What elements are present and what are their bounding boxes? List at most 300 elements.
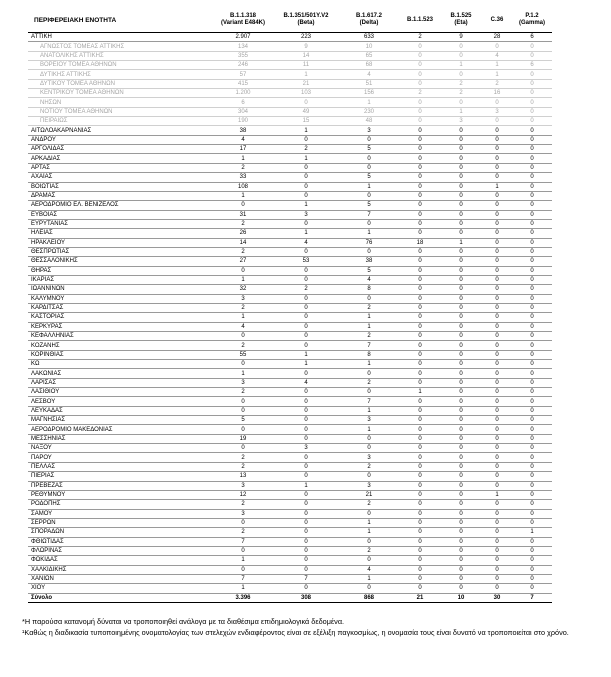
count-cell: 1 — [338, 313, 400, 322]
table-total-row — [28, 593, 552, 602]
region-name-cell: ΝΗΣΩΝ — [28, 98, 212, 107]
count-cell: 1 — [338, 229, 400, 238]
count-cell: 0 — [274, 98, 338, 107]
count-cell: 0 — [482, 556, 512, 565]
count-cell: 53 — [274, 257, 338, 266]
count-cell: 65 — [338, 51, 400, 60]
region-name-cell: ΑΓΝΩΣΤΟΣ ΤΟΜΕΑΣ ΑΤΤΙΚΗΣ — [28, 42, 212, 51]
count-cell: 0 — [400, 518, 440, 527]
table-row — [28, 135, 552, 144]
count-cell: 0 — [400, 98, 440, 107]
table-row — [28, 266, 552, 275]
count-cell: 7 — [338, 341, 400, 350]
count-cell: 0 — [482, 332, 512, 341]
table-row — [28, 285, 552, 294]
count-cell: 0 — [440, 472, 482, 481]
region-name-cell: ΑΝΔΡΟΥ — [28, 135, 212, 144]
count-cell: 0 — [482, 117, 512, 126]
count-cell: 0 — [482, 285, 512, 294]
count-cell: 3 — [274, 444, 338, 453]
count-cell: 2 — [212, 388, 274, 397]
table-row — [28, 481, 552, 490]
count-cell: 10 — [440, 593, 482, 602]
count-cell: 55 — [212, 350, 274, 359]
count-cell: 1 — [274, 229, 338, 238]
count-cell: 0 — [212, 444, 274, 453]
table-row — [28, 210, 552, 219]
count-cell: 0 — [212, 201, 274, 210]
count-cell: 0 — [512, 481, 552, 490]
count-cell: 0 — [400, 70, 440, 79]
count-cell: 76 — [338, 238, 400, 247]
count-cell: 0 — [400, 266, 440, 275]
count-cell: 0 — [400, 201, 440, 210]
region-name-cell: ΚΟΡΙΝΘΙΑΣ — [28, 350, 212, 359]
count-cell: 0 — [482, 322, 512, 331]
count-cell: 0 — [274, 434, 338, 443]
count-cell: 0 — [512, 360, 552, 369]
count-cell: 1 — [212, 369, 274, 378]
count-cell: 0 — [338, 369, 400, 378]
count-cell: 0 — [212, 518, 274, 527]
column-header-label: B.1.525 — [450, 13, 472, 19]
count-cell: 0 — [512, 117, 552, 126]
count-cell: 0 — [274, 266, 338, 275]
count-cell: 0 — [482, 135, 512, 144]
region-name-cell: ΧΑΝΙΩΝ — [28, 574, 212, 583]
count-cell: 0 — [274, 388, 338, 397]
count-cell: 0 — [400, 219, 440, 228]
count-cell: 38 — [338, 257, 400, 266]
count-cell: 0 — [512, 397, 552, 406]
count-cell: 0 — [440, 434, 482, 443]
count-cell: 18 — [400, 238, 440, 247]
count-cell: 0 — [512, 322, 552, 331]
count-cell: 0 — [440, 210, 482, 219]
count-cell: 0 — [400, 528, 440, 537]
count-cell: 0 — [400, 462, 440, 471]
count-cell: 0 — [338, 472, 400, 481]
count-cell: 0 — [274, 406, 338, 415]
count-cell: 0 — [482, 453, 512, 462]
count-cell: 0 — [400, 434, 440, 443]
count-cell: 246 — [212, 61, 274, 70]
count-cell: 0 — [512, 341, 552, 350]
count-cell: 0 — [212, 406, 274, 415]
count-cell: 0 — [482, 247, 512, 256]
count-cell: 0 — [440, 173, 482, 182]
count-cell: 1 — [274, 154, 338, 163]
count-cell: 0 — [482, 472, 512, 481]
count-cell: 0 — [274, 313, 338, 322]
count-cell: 0 — [482, 219, 512, 228]
count-cell: 26 — [212, 229, 274, 238]
table-row — [28, 406, 552, 415]
count-cell: 0 — [482, 210, 512, 219]
count-cell: 2 — [338, 500, 400, 509]
count-cell: 3 — [338, 126, 400, 135]
count-cell: 0 — [440, 574, 482, 583]
count-cell: 1 — [338, 528, 400, 537]
count-cell: 1 — [212, 275, 274, 284]
count-cell: 1 — [212, 154, 274, 163]
table-row — [28, 434, 552, 443]
count-cell: 0 — [400, 332, 440, 341]
region-name-cell: ΑΕΡΟΔΡΟΜΙΟ ΜΑΚΕΔΟΝΙΑΣ — [28, 425, 212, 434]
table-row — [28, 173, 552, 182]
table-subrow — [28, 89, 552, 98]
table-row — [28, 313, 552, 322]
count-cell: 0 — [440, 154, 482, 163]
column-header-label: P.1.2 — [525, 13, 539, 19]
count-cell: 0 — [482, 98, 512, 107]
column-header-b1351 — [274, 8, 338, 33]
region-name-cell: ΑΤΤΙΚΗ — [28, 33, 212, 42]
count-cell: 0 — [400, 425, 440, 434]
count-cell: 1 — [212, 556, 274, 565]
count-cell: 0 — [338, 509, 400, 518]
count-cell: 1 — [512, 528, 552, 537]
count-cell: 355 — [212, 51, 274, 60]
region-name-cell: ΚΕΦΑΛΛΗΝΙΑΣ — [28, 332, 212, 341]
table-row — [28, 444, 552, 453]
column-header-c36 — [482, 8, 512, 33]
table-row — [28, 509, 552, 518]
count-cell: 8 — [338, 285, 400, 294]
count-cell: 5 — [338, 266, 400, 275]
count-cell: 7 — [212, 574, 274, 583]
region-name-cell: ΒΟΙΩΤΙΑΣ — [28, 182, 212, 191]
count-cell: 0 — [400, 229, 440, 238]
count-cell: 4 — [212, 135, 274, 144]
table-row — [28, 565, 552, 574]
count-cell: 0 — [274, 425, 338, 434]
table-row — [28, 219, 552, 228]
count-cell: 0 — [274, 509, 338, 518]
table-row — [28, 238, 552, 247]
count-cell: 156 — [338, 89, 400, 98]
column-header-b1525 — [440, 8, 482, 33]
count-cell: 3 — [338, 453, 400, 462]
count-cell: 0 — [274, 341, 338, 350]
count-cell: 1 — [212, 191, 274, 200]
region-name-cell: ΑΕΡΟΔΡΟΜΙΟ ΕΛ. ΒΕΝΙΖΕΛΟΣ — [28, 201, 212, 210]
count-cell: 38 — [212, 126, 274, 135]
count-cell: 0 — [512, 51, 552, 60]
table-row — [28, 145, 552, 154]
count-cell: 0 — [274, 518, 338, 527]
table-row — [28, 472, 552, 481]
count-cell: 0 — [482, 406, 512, 415]
count-cell: 12 — [212, 490, 274, 499]
region-name-cell: ΚΟΖΑΝΗΣ — [28, 341, 212, 350]
count-cell: 9 — [274, 42, 338, 51]
count-cell: 0 — [482, 518, 512, 527]
count-cell: 0 — [338, 191, 400, 200]
count-cell: 0 — [274, 219, 338, 228]
count-cell: 0 — [512, 509, 552, 518]
count-cell: 0 — [512, 406, 552, 415]
count-cell: 0 — [440, 490, 482, 499]
count-cell: 0 — [482, 444, 512, 453]
count-cell: 49 — [274, 107, 338, 116]
count-cell: 0 — [482, 266, 512, 275]
count-cell: 30 — [482, 593, 512, 602]
footnote-nomenclature: ¹Καθώς η διαδικασία τυποποιημένης ονοματολογίας των στελεχών ενδιαφέροντος είναι σε εξέλιξη παγκοσμίως, η ονομασία τους είναι δυνατό να τροποποιείται στο χρόνο. — [22, 627, 569, 637]
region-name-cell: ΠΡΕΒΕΖΑΣ — [28, 481, 212, 490]
count-cell: 0 — [482, 191, 512, 200]
count-cell: 0 — [512, 238, 552, 247]
table-row — [28, 350, 552, 359]
count-cell: 0 — [440, 341, 482, 350]
count-cell: 0 — [512, 416, 552, 425]
footnote-distribution: *Η παρούσα κατανομή δύναται να τροποποιηθεί ανάλογα με τα διαθέσιμα επιδημιολογικά δεδομένα. — [22, 617, 345, 626]
column-header-sublabel: (Gamma) — [518, 20, 545, 26]
table-row — [28, 303, 552, 312]
count-cell: 0 — [440, 416, 482, 425]
count-cell: 2 — [212, 500, 274, 509]
count-cell: 4 — [212, 322, 274, 331]
count-cell: 0 — [440, 481, 482, 490]
count-cell: 9 — [440, 33, 482, 42]
count-cell: 68 — [338, 61, 400, 70]
table-row — [28, 126, 552, 135]
table-row — [28, 462, 552, 471]
count-cell: 0 — [338, 247, 400, 256]
region-name-cell: ΑΡΓΟΛΙΔΑΣ — [28, 145, 212, 154]
count-cell: 3 — [338, 416, 400, 425]
count-cell: 0 — [512, 313, 552, 322]
region-name-cell: ΔΡΑΜΑΣ — [28, 191, 212, 200]
count-cell: 0 — [400, 481, 440, 490]
count-cell: 2 — [212, 453, 274, 462]
count-cell: 4 — [274, 378, 338, 387]
count-cell: 11 — [274, 61, 338, 70]
count-cell: 2 — [338, 332, 400, 341]
count-cell: 0 — [512, 42, 552, 51]
table-row — [28, 556, 552, 565]
count-cell: 0 — [482, 528, 512, 537]
count-cell: 0 — [440, 247, 482, 256]
count-cell: 0 — [482, 425, 512, 434]
count-cell: 0 — [482, 341, 512, 350]
count-cell: 0 — [512, 388, 552, 397]
region-name-cell: ΡΟΔΟΠΗΣ — [28, 500, 212, 509]
column-header-sublabel: (Eta) — [454, 20, 468, 26]
count-cell: 0 — [512, 70, 552, 79]
count-cell: 0 — [440, 546, 482, 555]
count-cell: 33 — [212, 173, 274, 182]
table-row — [28, 247, 552, 256]
region-name-cell: ΜΕΣΣΗΝΙΑΣ — [28, 434, 212, 443]
count-cell: 7 — [274, 574, 338, 583]
table-row — [28, 416, 552, 425]
count-cell: 0 — [338, 154, 400, 163]
count-cell: 0 — [400, 416, 440, 425]
count-cell: 0 — [440, 313, 482, 322]
count-cell: 3 — [212, 378, 274, 387]
count-cell: 0 — [440, 378, 482, 387]
count-cell: 0 — [512, 163, 552, 172]
count-cell: 0 — [482, 360, 512, 369]
count-cell: 0 — [400, 117, 440, 126]
count-cell: 0 — [440, 556, 482, 565]
count-cell: 0 — [440, 201, 482, 210]
count-cell: 1 — [482, 182, 512, 191]
count-cell: 1 — [338, 518, 400, 527]
count-cell: 32 — [212, 285, 274, 294]
count-cell: 1 — [274, 70, 338, 79]
count-cell: 0 — [512, 378, 552, 387]
count-cell: 0 — [482, 369, 512, 378]
count-cell: 0 — [440, 145, 482, 154]
count-cell: 0 — [274, 332, 338, 341]
count-cell: 1 — [440, 61, 482, 70]
count-cell: 0 — [512, 266, 552, 275]
count-cell: 0 — [482, 434, 512, 443]
count-cell: 0 — [512, 500, 552, 509]
table-subrow — [28, 79, 552, 88]
region-name-cell: ΙΚΑΡΙΑΣ — [28, 275, 212, 284]
table-row — [28, 154, 552, 163]
count-cell: 0 — [440, 322, 482, 331]
region-name-cell: ΚΑΛΥΜΝΟΥ — [28, 294, 212, 303]
count-cell: 1 — [400, 388, 440, 397]
count-cell: 0 — [400, 472, 440, 481]
region-name-cell: ΘΕΣΠΡΩΤΙΑΣ — [28, 247, 212, 256]
count-cell: 0 — [440, 388, 482, 397]
count-cell: 0 — [274, 182, 338, 191]
table-subrow — [28, 117, 552, 126]
count-cell: 0 — [274, 163, 338, 172]
count-cell: 0 — [512, 201, 552, 210]
count-cell: 0 — [400, 397, 440, 406]
count-cell: 0 — [512, 574, 552, 583]
region-name-cell: ΑΧΑΪΑΣ — [28, 173, 212, 182]
count-cell: 10 — [338, 42, 400, 51]
count-cell: 5 — [212, 416, 274, 425]
count-cell: 0 — [440, 98, 482, 107]
count-cell: 1 — [338, 360, 400, 369]
count-cell: 0 — [512, 434, 552, 443]
count-cell: 0 — [440, 369, 482, 378]
count-cell: 868 — [338, 593, 400, 602]
count-cell: 0 — [440, 537, 482, 546]
region-name-cell: ΛΑΚΩΝΙΑΣ — [28, 369, 212, 378]
count-cell: 0 — [400, 360, 440, 369]
count-cell: 0 — [440, 266, 482, 275]
count-cell: 0 — [440, 528, 482, 537]
table-row — [28, 518, 552, 527]
count-cell: 0 — [274, 294, 338, 303]
count-cell: 14 — [212, 238, 274, 247]
count-cell: 0 — [482, 163, 512, 172]
count-cell: 0 — [338, 219, 400, 228]
count-cell: 0 — [440, 294, 482, 303]
table-row — [28, 275, 552, 284]
count-cell: 0 — [400, 294, 440, 303]
count-cell: 0 — [274, 247, 338, 256]
table-subrow — [28, 107, 552, 116]
count-cell: 1 — [482, 490, 512, 499]
count-cell: 2.907 — [212, 33, 274, 42]
count-cell: 0 — [274, 135, 338, 144]
region-name-cell: ΜΑΓΝΗΣΙΑΣ — [28, 416, 212, 425]
count-cell: 2 — [274, 145, 338, 154]
count-cell: 0 — [274, 416, 338, 425]
count-cell: 0 — [512, 275, 552, 284]
count-cell: 0 — [338, 434, 400, 443]
table-subrow — [28, 42, 552, 51]
count-cell: 1 — [274, 201, 338, 210]
count-cell: 0 — [512, 332, 552, 341]
count-cell: 0 — [400, 42, 440, 51]
count-cell: 2 — [212, 303, 274, 312]
count-cell: 0 — [212, 332, 274, 341]
count-cell: 27 — [212, 257, 274, 266]
count-cell: 4 — [338, 70, 400, 79]
count-cell: 0 — [482, 397, 512, 406]
count-cell: 0 — [512, 294, 552, 303]
count-cell: 0 — [482, 565, 512, 574]
table-row — [28, 182, 552, 191]
count-cell: 3 — [482, 107, 512, 116]
count-cell: 0 — [274, 537, 338, 546]
count-cell: 0 — [482, 481, 512, 490]
region-name-cell: ΠΕΛΛΑΣ — [28, 462, 212, 471]
count-cell: 0 — [482, 257, 512, 266]
table-row — [28, 574, 552, 583]
count-cell: 0 — [482, 201, 512, 210]
count-cell: 7 — [338, 397, 400, 406]
count-cell: 415 — [212, 79, 274, 88]
count-cell: 4 — [482, 51, 512, 60]
count-cell: 0 — [400, 556, 440, 565]
count-cell: 57 — [212, 70, 274, 79]
count-cell: 0 — [274, 472, 338, 481]
count-cell: 0 — [482, 546, 512, 555]
count-cell: 0 — [400, 154, 440, 163]
footnotes — [22, 617, 602, 638]
count-cell: 1 — [338, 406, 400, 415]
column-header-b11318 — [212, 8, 274, 33]
count-cell: 2 — [440, 79, 482, 88]
column-header-label: B.1.617.2 — [355, 13, 383, 19]
count-cell: 3 — [274, 210, 338, 219]
count-cell: 15 — [274, 117, 338, 126]
count-cell: 3 — [338, 481, 400, 490]
count-cell: 0 — [440, 332, 482, 341]
region-name-cell: ΘΗΡΑΣ — [28, 266, 212, 275]
count-cell: 0 — [512, 257, 552, 266]
count-cell: 1 — [274, 350, 338, 359]
count-cell: 0 — [512, 584, 552, 593]
region-name-cell: ΠΑΡΟΥ — [28, 453, 212, 462]
count-cell: 0 — [482, 378, 512, 387]
table-row — [28, 341, 552, 350]
region-name-cell: ΦΘΙΩΤΙΔΑΣ — [28, 537, 212, 546]
count-cell: 2 — [212, 341, 274, 350]
count-cell: 0 — [482, 238, 512, 247]
count-cell: 1 — [212, 584, 274, 593]
count-cell: 0 — [400, 537, 440, 546]
region-name-cell: ΑΙΤΩΛΟΑΚΑΡΝΑΝΙΑΣ — [28, 126, 212, 135]
count-cell: 0 — [512, 303, 552, 312]
count-cell: 0 — [400, 444, 440, 453]
count-cell: 2 — [338, 546, 400, 555]
count-cell: 2 — [482, 79, 512, 88]
count-cell: 0 — [400, 565, 440, 574]
